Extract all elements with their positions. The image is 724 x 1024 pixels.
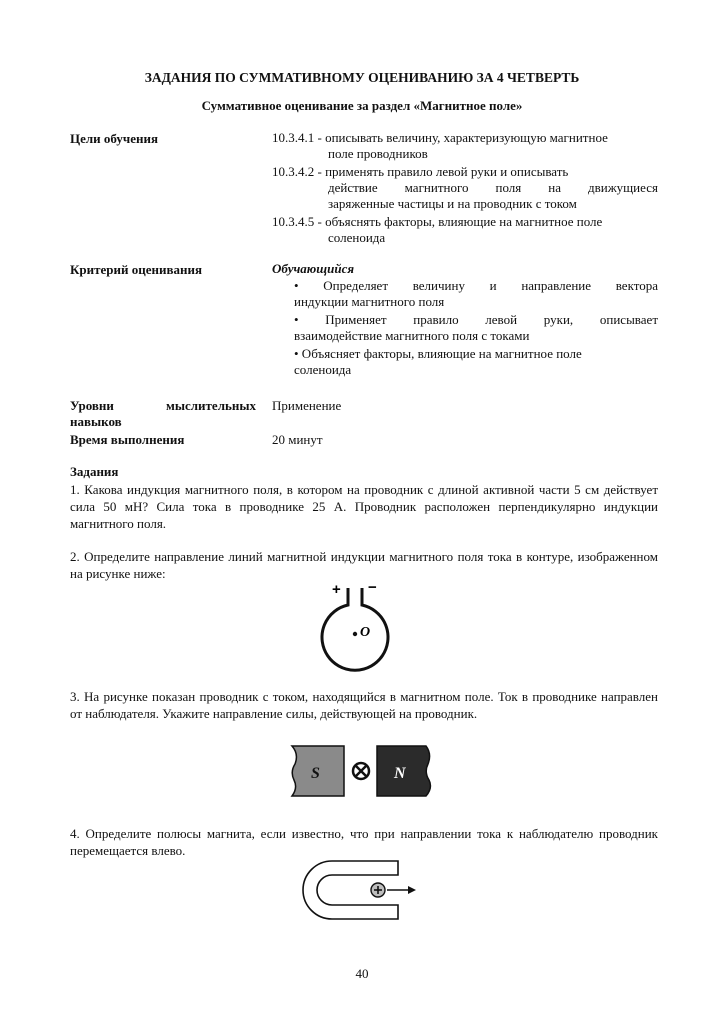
center-point [353,632,357,636]
task-4: 4. Определите полюсы магнита, если известно, что при направлении тока к наблюдателю проводник перемещается влево. [70,826,658,858]
north-pole-label: N [394,765,406,782]
section-subtitle: Суммативное оценивание за раздел «Магнитное поле» [201,98,523,113]
arrow-right-icon [408,886,416,894]
time-value: 20 минут [272,432,323,447]
criteria-bullet-1-line1: • Определяет величину и направление вектора [294,278,658,293]
loop-circuit-figure [310,578,400,676]
criteria-heading: Обучающийся [272,261,355,276]
tasks-heading: Задания [70,464,119,479]
page-number: 40 [355,966,369,981]
objective-2-line2: действие магнитного поля на движущиеся [328,180,658,195]
task-3: 3. На рисунке показан проводник с током, находящийся в магнитном поле. Ток в проводнике направлен от наблюдателя. Укажите направление силы, действующей на проводник. [70,689,658,721]
levels-label-line1: Уровни мыслительных [70,398,256,413]
criteria-bullet-2-line2: взаимодействие магнитного поля с токами [294,328,530,343]
criteria-label: Критерий оценивания [70,262,203,277]
levels-value: Применение [272,398,342,413]
levels-label-line2: навыков [70,414,122,429]
criteria-bullet-2-line1: • Применяет правило левой руки, описывает [294,312,658,327]
time-label: Время выполнения [70,432,185,447]
objective-2-line1: 10.3.4.2 - применять правило левой руки и описывать [272,164,569,179]
objective-3-line1: 10.3.4.5 - объяснять факторы, влияющие на магнитное поле [272,214,603,229]
plus-sign: + [332,581,341,598]
magnet-poles-figure [290,742,436,800]
objective-1-line1: 10.3.4.1 - описывать величину, характеризующую магнитное [272,130,608,145]
criteria-bullet-3-line1: • Объясняет факторы, влияющие на магнитное поле [294,346,582,361]
criteria-bullet-1-line2: индукции магнитного поля [294,294,445,309]
objective-2-line3: заряженные частицы и на проводник с током [328,196,577,211]
objective-3-line2: соленоида [328,230,386,245]
criteria-bullet-3-line2: соленоида [294,362,352,377]
south-pole-label: S [311,765,320,782]
loop-wire [322,588,388,670]
horseshoe-magnet-figure [298,858,422,922]
task-1: 1. Какова индукция магнитного поля, в котором на проводник с длиной активной части 5 см действует сила 50 мН? Сила тока в проводнике 25 А. Проводник расположен перпендикулярно индукции магнитного поля. [70,482,658,531]
objective-1-line2: поле проводников [328,146,428,161]
page-title: ЗАДАНИЯ ПО СУММАТИВНОМУ ОЦЕНИВАНИЮ ЗА 4 ЧЕТВЕРТЬ [144,70,580,85]
point-label: O [360,625,371,640]
objectives-label: Цели обучения [70,131,159,146]
minus-sign: − [368,579,377,596]
task-2: 2. Определите направление линий магнитной индукции магнитного поля тока в контуре, изображенном на рисунке ниже: [70,549,658,581]
